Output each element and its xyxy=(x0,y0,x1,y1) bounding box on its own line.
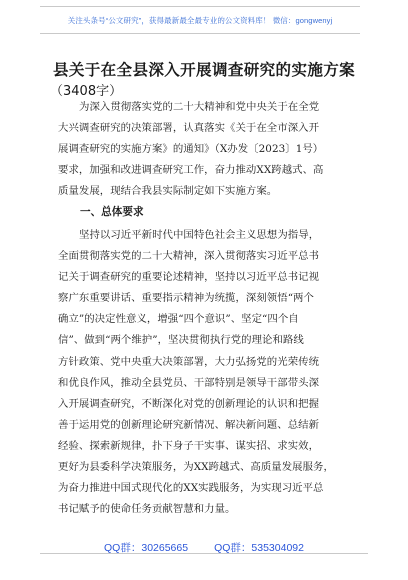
document-title: 县关于在全县深入开展调查研究的实施方案 xyxy=(52,61,356,79)
text-line: 书记赋予的使命任务贡献智慧和力量。 xyxy=(58,503,236,516)
text-line: 展调查研究的实施方案》的通知》（X办发〔2023〕1号） xyxy=(58,143,324,156)
text-line: 记关于调查研究的重要论述精神，坚持以习近平总书记视 xyxy=(58,271,320,284)
text-line: 质量发展，现结合我县实际制定如下实施方案。 xyxy=(58,185,278,198)
footer-divider xyxy=(40,553,368,554)
banner-text: 关注头条号“公文研究”，获得最新最全最专业的公文资料库！ 微信：gongwenyj xyxy=(67,15,333,25)
text-line: 信”、做到“两个维护”，坚决贯彻执行党的理论和路线 xyxy=(58,334,304,347)
text-line: 善于运用党的创新理论研究新情况、解决新问题、总结新 xyxy=(58,418,320,431)
section-heading: 一、总体要求 xyxy=(80,206,144,218)
text-line: 方针政策、党中央重大决策部署，大力弘扬党的光荣传统 xyxy=(58,355,320,368)
word-count: （3408字） xyxy=(50,84,123,99)
text-line: 和优良作风，推动全县党员、干部特别是领导干部带头深 xyxy=(58,376,320,389)
text-line: 经验、探索新规律，扑下身子干实事、谋实招、求实效， xyxy=(58,439,320,452)
text-line: 全面贯彻落实党的二十大精神，深入贯彻落实习近平总书 xyxy=(58,250,320,263)
qq-group-1: QQ群：30265665 xyxy=(104,542,189,554)
qq-group-2: QQ群：535304092 xyxy=(214,542,304,554)
header-banner xyxy=(40,6,360,34)
text-line: 大兴调查研究的决策部署，认真落实《关于在全市深入开 xyxy=(58,122,320,135)
text-line: 入开展调查研究，不断深化对党的创新理论的认识和把握 xyxy=(58,397,320,410)
text-line: 察广东重要讲话、重要指示精神为统揽，深刻领悟“两个 xyxy=(58,292,314,305)
text-line: 确立”的决定性意义，增强“四个意识”、坚定“四个自 xyxy=(58,313,299,326)
intro-paragraph xyxy=(58,97,358,202)
text-line: 为奋力推进中国式现代化的XX实践服务，为实现习近平总 xyxy=(58,482,324,495)
text-line: 要求，加强和改进调查研究工作，奋力推动XX跨越式、高 xyxy=(58,164,324,177)
section-paragraph xyxy=(58,225,358,520)
text-line: 为深入贯彻落实党的二十大精神和党中央关于在全党 xyxy=(79,101,320,113)
text-line: 坚持以习近平新时代中国特色社会主义思想为指导， xyxy=(79,229,320,241)
text-line: 更好为县委科学决策服务，为XX跨越式、高质量发展服务， xyxy=(58,461,334,474)
